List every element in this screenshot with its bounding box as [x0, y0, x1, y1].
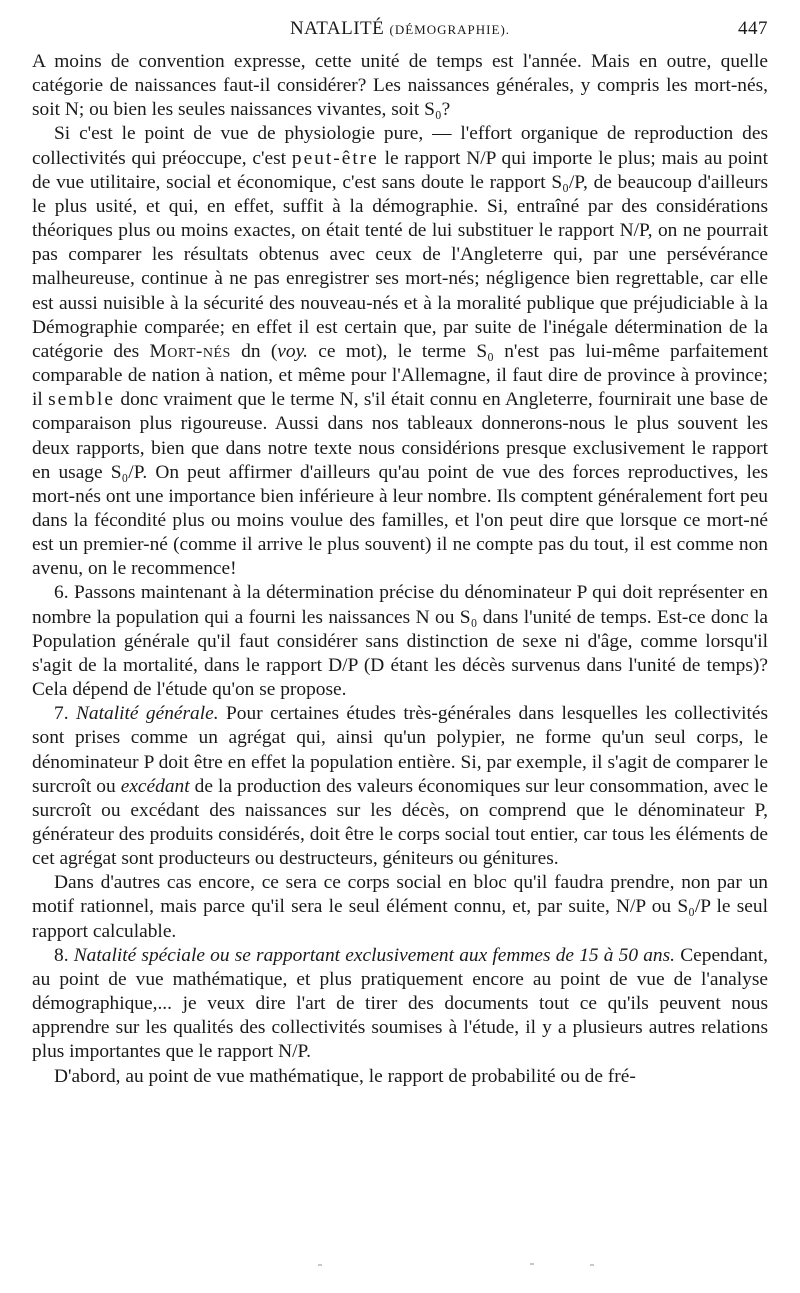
- paragraph-section-8: [32, 944, 768, 1065]
- running-header: [32, 18, 768, 44]
- page-body: [32, 50, 768, 1089]
- header-title: NATALITÉ: [289, 18, 385, 39]
- section-8-heading: Natalité spéciale ou se rapportant exclusivement aux femmes de 15 à 50 ans.: [73, 944, 676, 966]
- paragraph-5: Dans d'autres cas encore, ce sera ce corps social en bloc qu'il faudra prendre, non par un motif rationnel, mais parce qu'il sera le seul élément connu, et, par suite, N/P ou S₀/P le seul rapport calculable.: [32, 872, 768, 942]
- paragraph-2-spaced-semble: semble: [48, 389, 116, 411]
- section-7-excedant: excédant: [120, 775, 190, 797]
- section-7-text-c: de la production des valeurs économiques sur leur consommation, avec le surcroît ou excédant des naissances sur les décès, on comprend que le dénominateur P, générateur des produits considérés, doit être le corps social tout entier, car tous les éléments de cet agrégat sont producteurs ou destructeurs, géniteurs ou génitures.: [32, 775, 768, 870]
- scan-speck: [318, 1264, 322, 1266]
- paragraph-2: [32, 122, 768, 581]
- section-7-heading: Natalité générale.: [75, 703, 219, 725]
- scan-speck: [530, 1263, 534, 1265]
- paragraph-2-text-a: Si c'est le point de vue de physiologie pure, — l'effort organique de reproduction des collectivités qui préoccupe, c'est: [32, 123, 768, 169]
- cross-reference-mort-nes: Mort-nés: [149, 340, 231, 362]
- voy-abbrev: voy.: [277, 340, 308, 362]
- paragraph-section-7: [32, 702, 768, 871]
- running-title: [32, 18, 768, 40]
- header-subtitle: (DÉMOGRAPHIE).: [389, 22, 511, 37]
- paragraph-2-text-e: dn (: [230, 340, 278, 362]
- paragraph-1: A moins de convention expresse, cette unité de temps est l'année. Mais en outre, quelle catégorie de naissances faut-il considérer? Les naissances générales, y compris les mort-nés, soit N; ou bien les seules naissances vivantes, soit S₀?: [32, 51, 768, 121]
- scan-speck: [590, 1264, 594, 1266]
- section-7-text-a: Pour certaines études très-générales dans lesquelles les collectivités sont prises comme un agrégat qui, ainsi qu'un polypier, ne forme qu'un seul corps, le dénominateur P doit être en effet la population entière. Si, par exemple, il s'agit de comparer le surcroît ou: [32, 703, 769, 797]
- bottom-scan-specks: [60, 1262, 740, 1268]
- page-number: 447: [738, 18, 768, 39]
- paragraph-7: D'abord, au point de vue mathématique, le rapport de probabilité ou de fré-: [54, 1065, 636, 1087]
- paragraph-section-6: 6. Passons maintenant à la détermination précise du dénominateur P qui doit représenter en nombre la population qui a fourni les naissances N ou S₀ dans l'unité de temps. Est-ce donc la Population générale qu'il faut considérer sans distinction de sexe ni d'âge, comme lorsqu'il s'agit de la mortalité, dans le rapport D/P (D étant les décès survenus dans l'unité de temps)? Cela dépend de l'étude qu'on se propose.: [32, 582, 768, 701]
- paragraph-2-text-g: ce mot), le terme S₀ n'est pas lui-même parfaitement comparable de nation à nation, et même pour l'Allemagne, il faut dire de province à province; il: [32, 340, 768, 411]
- paragraph-2-spaced-word: peut-être: [291, 147, 379, 169]
- paragraph-2-text-c: le rapport N/P qui importe le plus; mais au point de vue utilitaire, social et économique, c'est sans doute le rapport S₀/P, de beaucoup d'ailleurs le plus usité, et qui, en effet, suffit à la démographie. Si, entraîné par des considérations théoriques plus ou moins exactes, on était tenté de lui substituer le rapport N/P, on ne pourrait pas comparer les résultats obtenus avec ceux de l'Angleterre qui, par une persévérance malheureuse, continue à ne pas enregistrer ses mort-nés; négligence bien regrettable, car elle est aussi nuisible à la sécurité des nouveau-nés et à la moralité publique que préjudiciable à la Démographie comparée; en effet il est certain que, par suite de l'inégale détermination de la catégorie des: [32, 147, 768, 362]
- paragraph-2-text-i: donc vraiment que le terme N, s'il était connu en Angleterre, fournirait une base de comparaison plus rigoureuse. Aussi dans nos tableaux donnerons-nous le plus souvent les deux rapports, bien que dans notre texte nous considérions presque exclusivement le rapport en usage S₀/P. On peut affirmer d'ailleurs qu'au point de vue des forces reproductives, les mort-nés ont une importance bien inférieure à leur nombre. Ils comptent généralement fort peu dans la fécondité plus ou moins voulue des familles, et l'on peut dire que lorsque ce mort-né est un premier-né (comme il arrive le plus souvent) il ne compte pas du tout, il est comme non avenu, on le recommence!: [32, 389, 768, 580]
- section-8-number: 8.: [54, 944, 69, 966]
- section-7-number: 7.: [54, 703, 69, 725]
- section-8-text-a: Cependant, au point de vue mathématique, et plus pratiquement encore au point de vue de l'analyse démographique,... je veux dire l'art de tirer des documents tout ce qu'ils peuvent nous apprendre sur les qualités des collectivités soumises à l'étude, il y a plusieurs autres relations plus importantes que le rapport N/P.: [32, 944, 768, 1063]
